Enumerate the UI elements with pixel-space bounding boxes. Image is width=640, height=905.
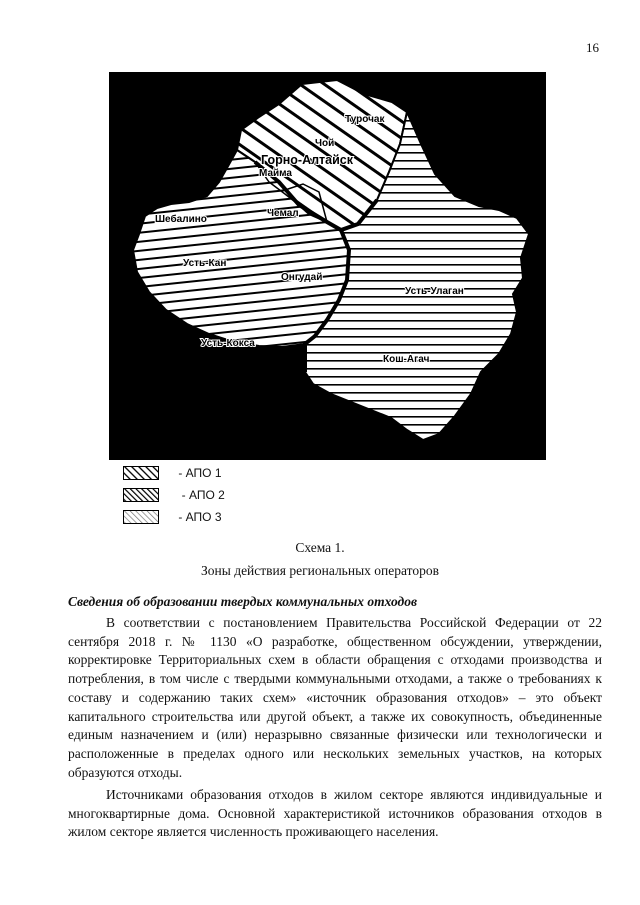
- settlement-label: Горно-Алтайск: [261, 153, 354, 167]
- settlement-label: Онгудай: [281, 272, 323, 283]
- legend-item-apo3: [123, 510, 263, 528]
- paragraph: Источниками образования отходов в жилом секторе являются индивидуальные и многоквартирные дома. Основной характеристикой источников образования отходов в жилом секторе является численность проживающего населения.: [68, 787, 602, 840]
- region-map: [109, 72, 546, 460]
- settlement-label: Усть-Кокса: [201, 338, 255, 349]
- settlement-label: Чемал: [267, 208, 299, 219]
- legend-item-apo1: [123, 466, 263, 484]
- legend-label: - АПО 2: [175, 488, 225, 502]
- section-heading: Сведения об образовании твердых коммунальных отходов: [68, 594, 418, 609]
- legend-label: - АПО 3: [175, 510, 222, 524]
- figure-caption-title: Зоны действия региональных операторов: [201, 563, 439, 578]
- page-number: 16: [586, 40, 599, 55]
- legend-label: - АПО 1: [175, 466, 222, 480]
- legend-swatch-diagonal-dense: [123, 488, 159, 502]
- figure-caption-number: Схема 1.: [295, 540, 345, 555]
- legend-swatch-dotted: [123, 510, 159, 524]
- legend-swatch-diagonal: [123, 466, 159, 480]
- settlement-label: Турочак: [345, 114, 385, 125]
- legend-item-apo2: [123, 488, 263, 506]
- settlement-label: Чой: [315, 138, 335, 149]
- settlement-label: Шебалино: [155, 214, 207, 225]
- settlement-label: Усть-Кан: [183, 258, 227, 269]
- settlement-label: Кош-Агач: [383, 354, 430, 365]
- map-svg: [109, 72, 546, 460]
- paragraph: В соответствии с постановлением Правительства Российской Федерации от 22 сентября 2018 г. № 1130 «О разработке, общественном обсуждении, утверждении, корректировке Территориальных схем в области обращения с отходами производства и потребления, в том числе с твердыми коммунальными отходами, а также о требованиях к составу и содержанию таких схем» «источник образования отходов» – это объект капитального строительства или другой объект, а также их совокупность, объединенные единым назначением и (или) неразрывно связанные физически или технологически и расположенные в пределах одного или нескольких земельных участков, на которых образуются отходы.: [68, 615, 602, 780]
- settlement-label: Майма: [259, 168, 292, 179]
- settlement-label: Усть-Улаган: [405, 286, 464, 297]
